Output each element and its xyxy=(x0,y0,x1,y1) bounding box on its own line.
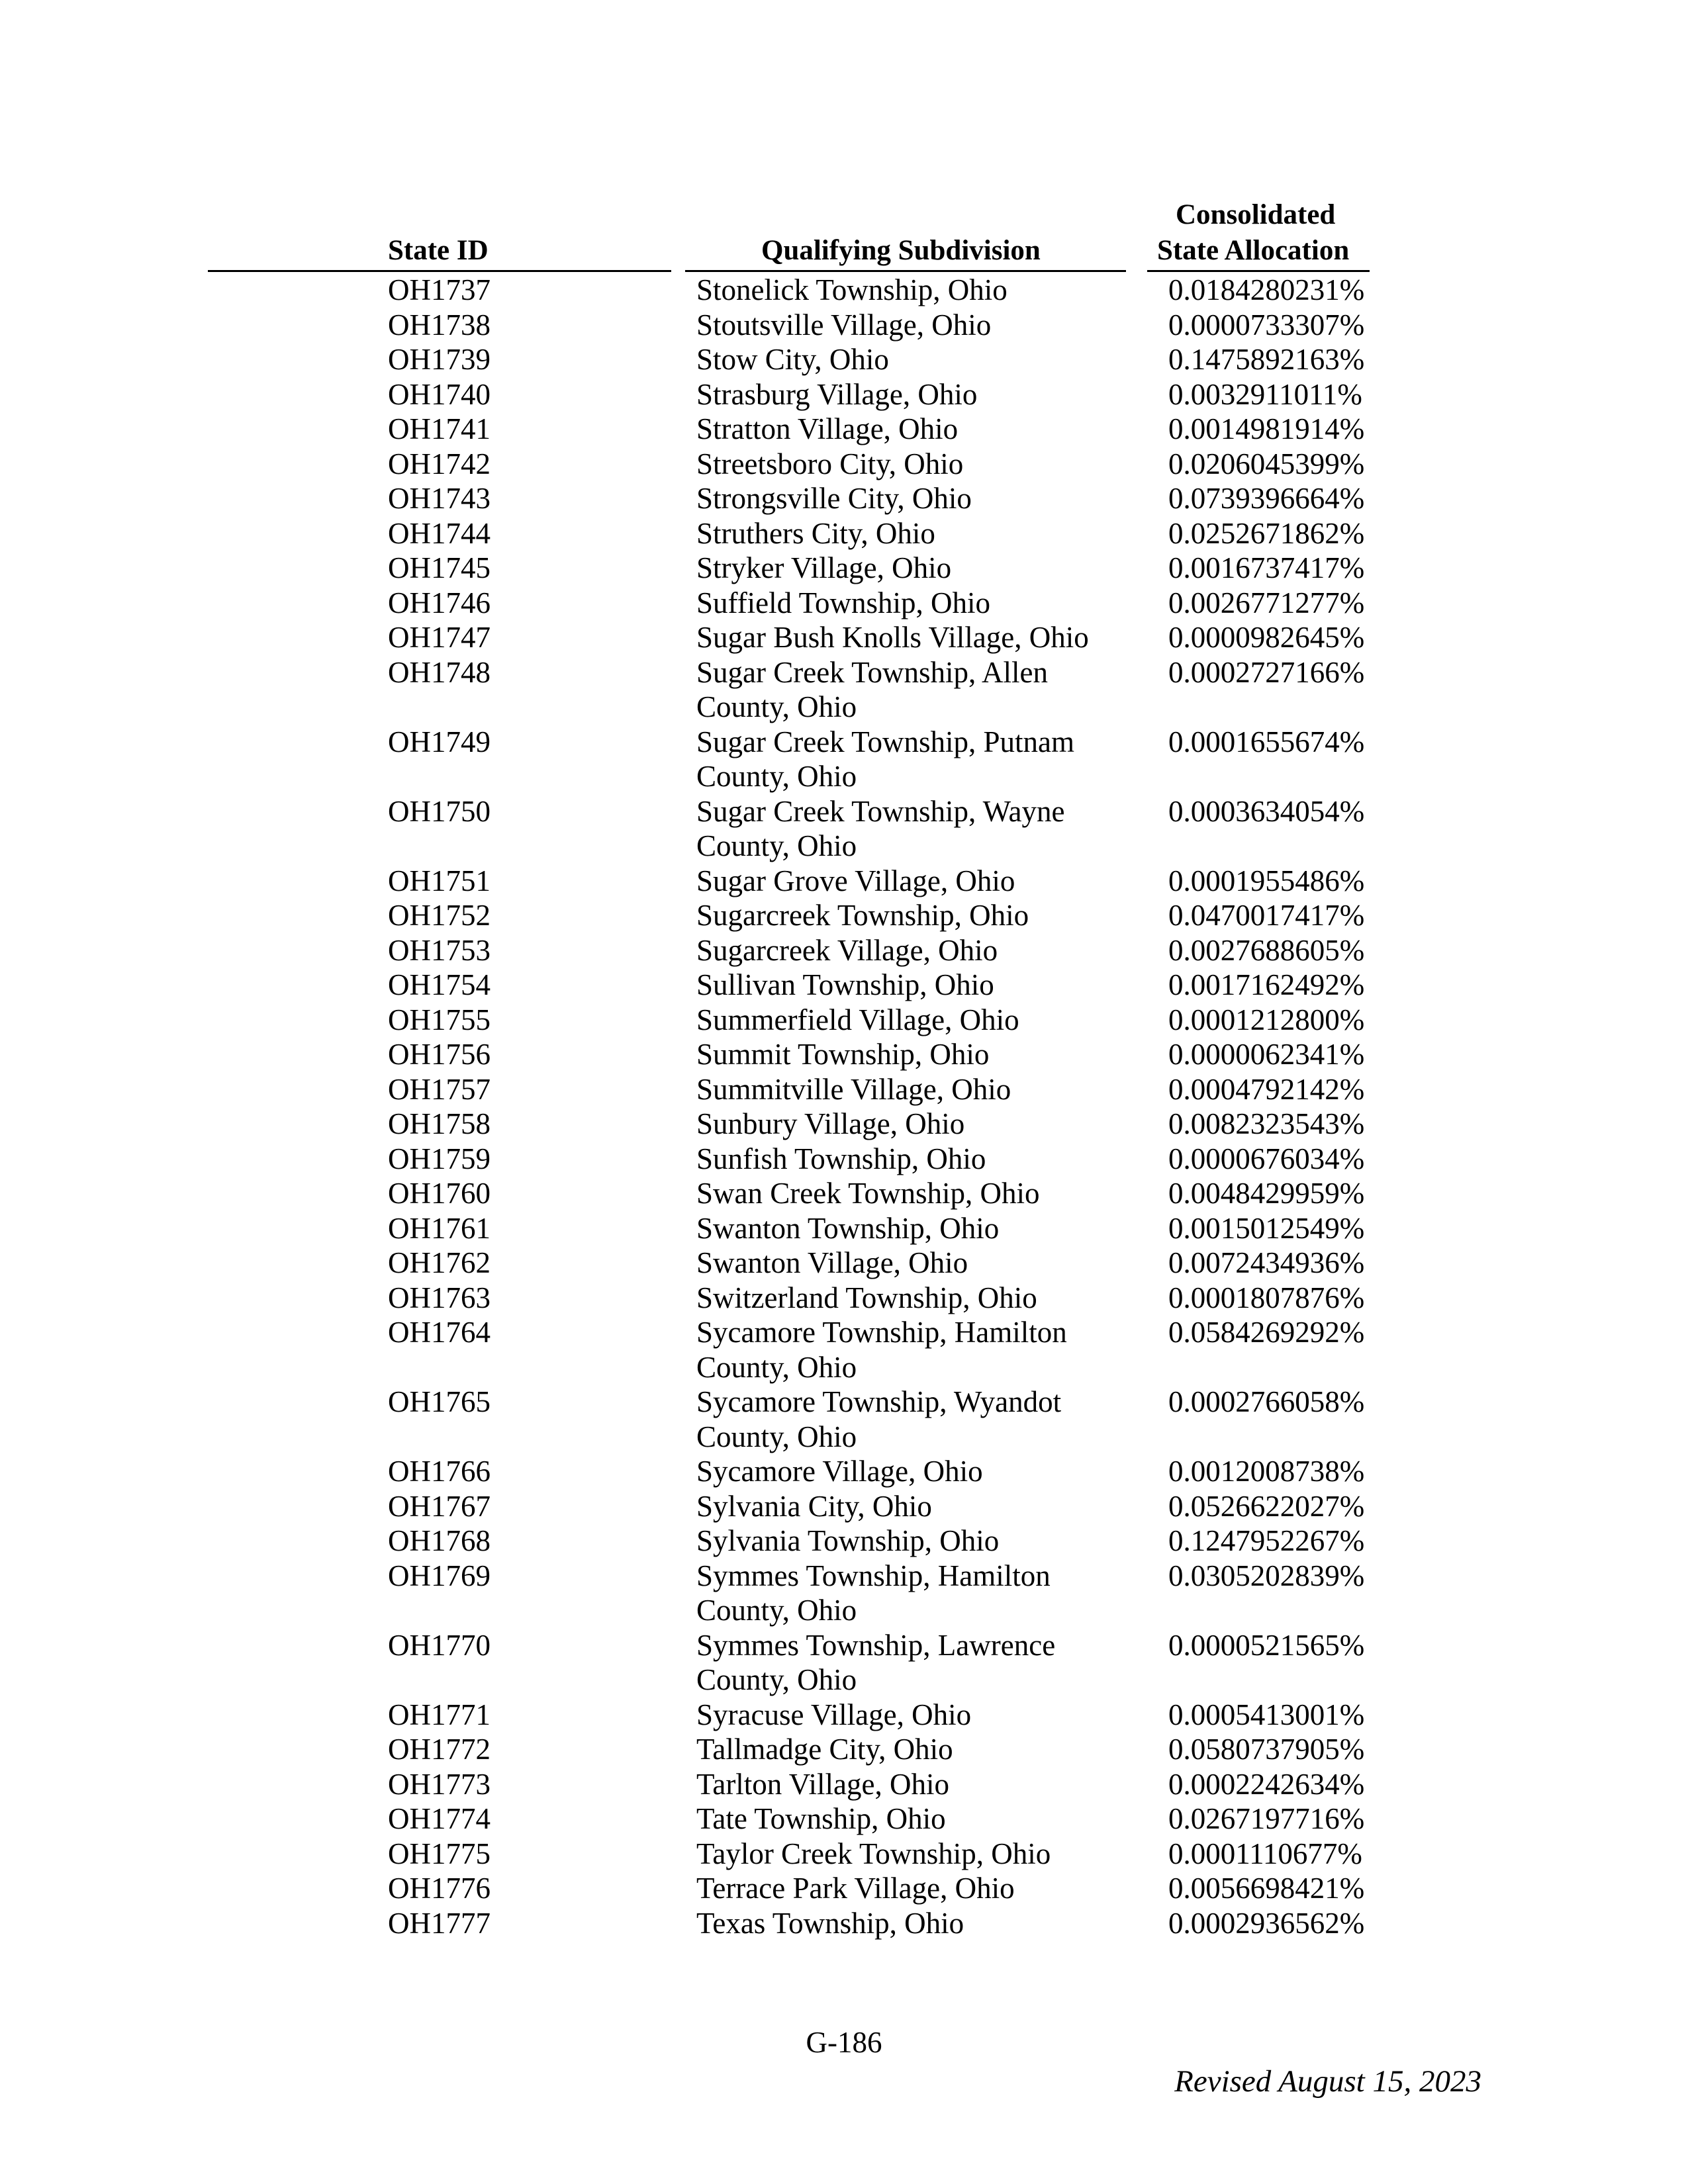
subdivision-cell: Summitville Village, Ohio xyxy=(696,1072,1011,1106)
table-row xyxy=(0,481,1688,516)
header-state-id: State ID xyxy=(388,235,489,266)
subdivision-cell: Sugar Creek Township, Wayne County, Ohio xyxy=(696,794,1065,862)
allocation-cell: 0.0001655674% xyxy=(1168,725,1365,758)
allocation-cell: 0.0000982645% xyxy=(1168,621,1365,654)
allocation-cell: 0.0584269292% xyxy=(1168,1316,1365,1349)
table-row xyxy=(0,1037,1688,1072)
subdivision-cell: Texas Township, Ohio xyxy=(696,1906,964,1940)
state-id-cell: OH1737 xyxy=(388,273,491,306)
subdivision-cell: Swanton Township, Ohio xyxy=(696,1211,1000,1245)
state-id-cell: OH1741 xyxy=(388,412,491,445)
allocation-cell: 0.0002727166% xyxy=(1168,655,1365,689)
header-qualifying-subdivision: Qualifying Subdivision xyxy=(761,235,1041,266)
subdivision-cell: Strasburg Village, Ohio xyxy=(696,377,978,411)
state-id-cell: OH1746 xyxy=(388,586,491,619)
table-row xyxy=(0,725,1688,794)
subdivision-cell: Switzerland Township, Ohio xyxy=(696,1281,1037,1314)
table-row xyxy=(0,1559,1688,1628)
allocation-cell: 0.0026771277% xyxy=(1168,586,1365,619)
state-id-cell: OH1759 xyxy=(388,1142,491,1175)
allocation-cell: 0.0027688605% xyxy=(1168,933,1365,967)
subdivision-cell: Streetsboro City, Ohio xyxy=(696,447,964,480)
table-row xyxy=(0,586,1688,621)
state-id-cell: OH1764 xyxy=(388,1316,491,1349)
subdivision-cell: Terrace Park Village, Ohio xyxy=(696,1872,1015,1905)
subdivision-cell: Stryker Village, Ohio xyxy=(696,551,952,584)
revised-date: Revised August 15, 2023 xyxy=(1174,2064,1481,2099)
allocation-cell: 0.0032911011% xyxy=(1168,377,1362,411)
allocation-cell: 0.0305202839% xyxy=(1168,1559,1365,1592)
page-number: G-186 xyxy=(806,2026,882,2059)
table-row xyxy=(0,447,1688,482)
state-id-cell: OH1761 xyxy=(388,1211,491,1245)
allocation-cell: 0.0000062341% xyxy=(1168,1038,1365,1071)
table-row xyxy=(0,864,1688,899)
state-id-cell: OH1775 xyxy=(388,1837,491,1870)
state-id-cell: OH1763 xyxy=(388,1281,491,1314)
table-row xyxy=(0,1801,1688,1837)
allocation-cell: 0.0001807876% xyxy=(1168,1281,1365,1314)
subdivision-cell: Stow City, Ohio xyxy=(696,343,889,376)
state-id-cell: OH1773 xyxy=(388,1767,491,1801)
subdivision-cell: Sunbury Village, Ohio xyxy=(696,1107,965,1140)
state-id-cell: OH1758 xyxy=(388,1107,491,1140)
subdivision-cell: Syracuse Village, Ohio xyxy=(696,1698,972,1731)
table-row xyxy=(0,1906,1688,1941)
state-id-cell: OH1777 xyxy=(388,1906,491,1940)
allocation-cell: 0.0000733307% xyxy=(1168,308,1365,341)
subdivision-cell: Sycamore Township, Wyandot County, Ohio xyxy=(696,1385,1062,1453)
state-id-cell: OH1774 xyxy=(388,1802,491,1835)
table-row xyxy=(0,1211,1688,1246)
allocation-cell: 0.0739396664% xyxy=(1168,482,1365,515)
state-id-cell: OH1742 xyxy=(388,447,491,480)
allocation-cell: 0.0004792142% xyxy=(1168,1072,1365,1106)
allocation-cell: 0.0015012549% xyxy=(1168,1211,1365,1245)
allocation-cell: 0.0056698421% xyxy=(1168,1872,1365,1905)
state-id-cell: OH1745 xyxy=(388,551,491,584)
subdivision-cell: Tarlton Village, Ohio xyxy=(696,1767,949,1801)
table-row xyxy=(0,308,1688,343)
table-row xyxy=(0,1871,1688,1906)
state-id-cell: OH1765 xyxy=(388,1385,491,1418)
state-id-cell: OH1739 xyxy=(388,343,491,376)
table-row xyxy=(0,1385,1688,1454)
state-id-cell: OH1750 xyxy=(388,794,491,828)
allocation-cell: 0.0082323543% xyxy=(1168,1107,1365,1140)
state-id-cell: OH1769 xyxy=(388,1559,491,1592)
table-row xyxy=(0,551,1688,586)
subdivision-cell: Sunfish Township, Ohio xyxy=(696,1142,986,1175)
table-row xyxy=(0,273,1688,308)
allocation-cell: 0.0048429959% xyxy=(1168,1177,1365,1210)
header-rule-subdivision xyxy=(685,270,1126,272)
subdivision-cell: Stratton Village, Ohio xyxy=(696,412,959,445)
state-id-cell: OH1744 xyxy=(388,516,491,550)
state-id-cell: OH1755 xyxy=(388,1003,491,1036)
state-id-cell: OH1743 xyxy=(388,482,491,515)
subdivision-cell: Strongsville City, Ohio xyxy=(696,482,972,515)
allocation-cell: 0.0001212800% xyxy=(1168,1003,1365,1036)
subdivision-cell: Sycamore Village, Ohio xyxy=(696,1455,983,1488)
allocation-cell: 0.1475892163% xyxy=(1168,343,1365,376)
allocation-cell: 0.0470017417% xyxy=(1168,899,1365,932)
state-id-cell: OH1738 xyxy=(388,308,491,341)
subdivision-cell: Symmes Township, Hamilton County, Ohio xyxy=(696,1559,1051,1627)
table-row xyxy=(0,794,1688,864)
state-id-cell: OH1751 xyxy=(388,864,491,897)
subdivision-cell: Swanton Village, Ohio xyxy=(696,1246,968,1279)
state-id-cell: OH1749 xyxy=(388,725,491,758)
state-id-cell: OH1776 xyxy=(388,1872,491,1905)
table-row xyxy=(0,933,1688,968)
subdivision-cell: Swan Creek Township, Ohio xyxy=(696,1177,1040,1210)
subdivision-cell: Stoutsville Village, Ohio xyxy=(696,308,992,341)
table-row xyxy=(0,342,1688,377)
header-allocation-line2: State Allocation xyxy=(1157,235,1350,266)
allocation-cell: 0.0014981914% xyxy=(1168,412,1365,445)
allocation-cell: 0.0000676034% xyxy=(1168,1142,1365,1175)
table-row xyxy=(0,968,1688,1003)
allocation-cell: 0.0252671862% xyxy=(1168,516,1365,550)
table-row xyxy=(0,1698,1688,1733)
allocation-cell: 0.0002766058% xyxy=(1168,1385,1365,1418)
state-id-cell: OH1753 xyxy=(388,933,491,967)
header-rule-id xyxy=(208,270,671,272)
subdivision-cell: Sugarcreek Village, Ohio xyxy=(696,933,998,967)
allocation-table xyxy=(0,273,1688,1940)
allocation-cell: 0.0184280231% xyxy=(1168,273,1365,306)
header-allocation-line1: Consolidated xyxy=(1176,199,1336,230)
allocation-cell: 0.0001955486% xyxy=(1168,864,1365,897)
allocation-cell: 0.0002242634% xyxy=(1168,1767,1365,1801)
table-row xyxy=(0,516,1688,551)
subdivision-cell: Taylor Creek Township, Ohio xyxy=(696,1837,1051,1870)
allocation-cell: 0.0000521565% xyxy=(1168,1628,1365,1662)
subdivision-cell: Sugar Creek Township, Putnam County, Ohio xyxy=(696,725,1074,793)
header-rule-allocation xyxy=(1147,270,1370,272)
table-row xyxy=(0,1246,1688,1281)
subdivision-cell: Suffield Township, Ohio xyxy=(696,586,990,619)
table-row xyxy=(0,1003,1688,1038)
state-id-cell: OH1752 xyxy=(388,899,491,932)
allocation-cell: 0.0072434936% xyxy=(1168,1246,1365,1279)
allocation-cell: 0.0002936562% xyxy=(1168,1906,1365,1940)
table-row xyxy=(0,1732,1688,1767)
subdivision-cell: Sugar Bush Knolls Village, Ohio xyxy=(696,621,1089,654)
allocation-cell: 0.0580737905% xyxy=(1168,1733,1365,1766)
subdivision-cell: Summerfield Village, Ohio xyxy=(696,1003,1019,1036)
table-row xyxy=(0,1524,1688,1559)
subdivision-cell: Sycamore Township, Hamilton County, Ohio xyxy=(696,1316,1067,1384)
table-row xyxy=(0,1489,1688,1524)
state-id-cell: OH1772 xyxy=(388,1733,491,1766)
table-row xyxy=(0,377,1688,412)
subdivision-cell: Tate Township, Ohio xyxy=(696,1802,946,1835)
table-row xyxy=(0,1315,1688,1385)
table-row xyxy=(0,1281,1688,1316)
state-id-cell: OH1767 xyxy=(388,1489,491,1523)
allocation-cell: 0.0003634054% xyxy=(1168,794,1365,828)
allocation-cell: 0.0017162492% xyxy=(1168,968,1365,1001)
subdivision-cell: Symmes Township, Lawrence County, Ohio xyxy=(696,1628,1056,1696)
table-row xyxy=(0,1628,1688,1698)
subdivision-cell: Sullivan Township, Ohio xyxy=(696,968,994,1001)
state-id-cell: OH1766 xyxy=(388,1455,491,1488)
state-id-cell: OH1754 xyxy=(388,968,491,1001)
state-id-cell: OH1768 xyxy=(388,1524,491,1557)
allocation-cell: 0.0526622027% xyxy=(1168,1489,1365,1523)
subdivision-cell: Sylvania City, Ohio xyxy=(696,1489,932,1523)
table-row xyxy=(0,412,1688,447)
state-id-cell: OH1756 xyxy=(388,1038,491,1071)
table-row xyxy=(0,620,1688,655)
table-row xyxy=(0,1176,1688,1211)
subdivision-cell: Stonelick Township, Ohio xyxy=(696,273,1008,306)
table-row xyxy=(0,655,1688,725)
table-row xyxy=(0,1837,1688,1872)
table-row xyxy=(0,1072,1688,1107)
allocation-cell: 0.0206045399% xyxy=(1168,447,1365,480)
table-row xyxy=(0,1454,1688,1489)
table-row xyxy=(0,1107,1688,1142)
state-id-cell: OH1762 xyxy=(388,1246,491,1279)
table-row xyxy=(0,1767,1688,1802)
state-id-cell: OH1748 xyxy=(388,655,491,689)
subdivision-cell: Summit Township, Ohio xyxy=(696,1038,990,1071)
table-row xyxy=(0,898,1688,933)
subdivision-cell: Sugar Grove Village, Ohio xyxy=(696,864,1015,897)
state-id-cell: OH1747 xyxy=(388,621,491,654)
subdivision-cell: Sylvania Township, Ohio xyxy=(696,1524,1000,1557)
state-id-cell: OH1760 xyxy=(388,1177,491,1210)
subdivision-cell: Struthers City, Ohio xyxy=(696,516,935,550)
table-row xyxy=(0,1142,1688,1177)
subdivision-cell: Tallmadge City, Ohio xyxy=(696,1733,953,1766)
allocation-cell: 0.0001110677% xyxy=(1168,1837,1362,1870)
state-id-cell: OH1770 xyxy=(388,1628,491,1662)
allocation-cell: 0.0267197716% xyxy=(1168,1802,1365,1835)
state-id-cell: OH1740 xyxy=(388,377,491,411)
subdivision-cell: Sugarcreek Township, Ohio xyxy=(696,899,1029,932)
allocation-cell: 0.1247952267% xyxy=(1168,1524,1365,1557)
allocation-cell: 0.0016737417% xyxy=(1168,551,1365,584)
state-id-cell: OH1771 xyxy=(388,1698,491,1731)
state-id-cell: OH1757 xyxy=(388,1072,491,1106)
subdivision-cell: Sugar Creek Township, Allen County, Ohio xyxy=(696,655,1048,723)
allocation-cell: 0.0012008738% xyxy=(1168,1455,1365,1488)
allocation-cell: 0.0005413001% xyxy=(1168,1698,1365,1731)
